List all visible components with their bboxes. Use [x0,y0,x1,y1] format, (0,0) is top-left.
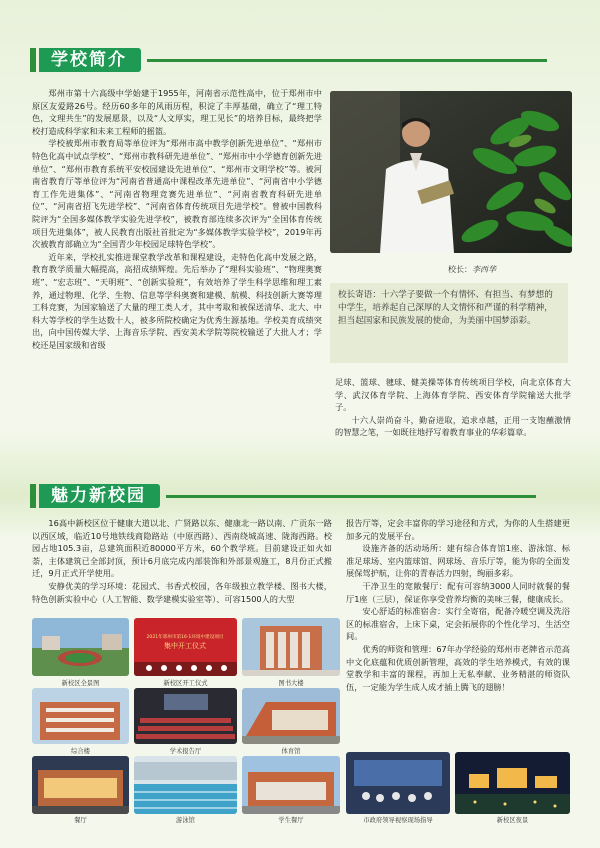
campus-photo-leaders-visit [346,752,450,814]
campus-photo-panorama [32,618,129,676]
campus-photo-night-view [455,752,570,814]
intro-paragraph: 学校被郑州市教育局等单位评为“郑州市高中教学创新先进单位”、“郑州市特色化高中试点学校”、“郑州市教科研先进单位”、“郑州市中小学德育创新先进单位”、“郑州市教育系统平安校园建设先进单位”、“郑州市文明学校”等。被河南省教育厅等单位评为“河南省普通高中课程改革先进单位”、“河南省中小学德育工作先进集体”、“河南省物理竞赛先进单位”、“河南省教育科研先进单位”、“河南省招飞先进学校”、“河南省体育传统项目先进学校”。曾被中国教科院评为“全国多媒体教学实验先进学校”，被教育部连续多次评为“全国体育传统项目先进集体”，被人民教育出版社首批定为“多媒体教学实验学校”，2019年再次被教育部确立为“全国青少年校园足球特色学校”。 [32,138,322,250]
photo-caption: 综合楼 [71,748,90,755]
section-title-label: 学校简介 [39,48,141,72]
campus-photo-groundbreaking [134,618,237,676]
campus-paragraph: 设施齐备的活动场所：建有综合体育馆1座、游泳馆、标准足球场、室内篮球馆、网球场、音乐厅等，能为你的全面发展保驾护航，让你的青春活力四射，绚丽多彩。 [346,543,570,579]
campus-photo-library [242,618,340,676]
principal-signature: 李西华 [472,265,496,274]
campus-photo-pool [134,756,237,814]
campus-photo-canteen [32,756,129,814]
photo-caption: 学术报告厅 [169,748,202,755]
photo-caption: 新校区全景图 [61,680,100,687]
intro-continued-paragraph: 十六人崇尚奋斗，勤奋进取，追求卓越，正用一支饱蘸激情的智慧之笔，一如既往地抒写着教育事业的华彩篇章。 [335,414,571,438]
campus-right-text [346,517,570,693]
banner-line-1: 2021年郑州市第16·1环境中建设项目 [146,635,224,640]
section-title-school-intro [30,47,547,73]
title-bar-accent [30,48,36,72]
principal-message: 校长寄语：十六学子要做一个有情怀、有担当、有梦想的中学生，培养起自己深厚的人文情怀和严谨的科学精神，担当起国家和民族发展的使命，为美丽中国梦添彩。 [338,290,553,326]
intro-text-block [32,87,322,351]
photo-caption: 图书大楼 [278,680,304,687]
campus-paragraph: 优秀的师资和管理：67年办学经验的郑州市老牌省示范高中文化底蕴和优质创新管理，高效的学生培养模式，有效的课堂教学和丰富的课程，再加上无私奉献、业务精湛的师资队伍，一定能为学生成人成才插上腾飞的翅膀！ [346,643,570,692]
intro-paragraph: 郑州市第十六高级中学始建于1955年，河南省示范性高中，位于郑州市中原区友爱路26号。经历60多年的风雨历程，积淀了丰厚基础，确立了“理工特色，文理共生”的发展愿景，以及“人文厚实，理工见长”的培养目标，最终把学校打造成科学家和未来工程师的摇篮。 [32,88,322,136]
principal-photo [330,91,572,253]
campus-paragraph: 16高中新校区位于健康大道以北、广贤路以东、健康北一路以南、广贡东一路以西区域，临近10号地铁线商隐路站（中原西路）、西南绕城高速、陇海西路。校园占地105.3亩，总建筑面积近80000平方米，60个教学班。目前建设正如火如荼，主体建筑已全部封顶，预计6月底完成内部装饰和外部景观施工，8月份正式搬迁，9月正式开学使用。 [32,518,332,579]
campus-paragraph: 报告厅等，定会丰富你的学习途径和方式，为你的人生搭建更加多元的发展平台。 [346,518,570,541]
title-bar-accent [30,484,36,508]
photo-caption: 游泳馆 [176,817,195,824]
campus-paragraph: 安心舒适的标准宿舍：实行全寄宿，配备冷暖空调及洗浴区的标准宿舍，上床下桌，定会拓展你的个性化学习、生活空间。 [346,606,570,642]
photo-caption: 体育馆 [281,748,301,755]
photo-caption: 学生餐厅 [278,817,304,824]
section-title-label: 魅力新校园 [39,484,160,508]
title-underline [166,495,536,498]
section-title-new-campus [30,483,536,509]
principal-message-box [330,283,568,363]
campus-photo-lecture-hall [134,688,237,744]
intro-continued-paragraph: 足球、篮球、毽球、健美操等体育传统项目学校，向北京体育大学、武汉体育学院、上海体育学院、西安体育学院输送大批学子。 [335,377,571,413]
photo-caption: 新校区开工仪式 [163,680,208,687]
principal-caption [448,264,496,275]
intro-continued-block [335,376,571,439]
photo-caption: 市政府领导视察现场指导 [363,817,433,824]
campus-photo-complex [32,688,129,744]
principal-caption-label: 校长： [448,265,472,274]
title-underline [147,59,547,62]
campus-paragraph: 干净卫生的宽敞餐厅：配有可容纳3000人同时就餐的餐厅1座（三层），保证你享受营养均衡的美味三餐，健康成长。 [346,580,570,604]
campus-photo-gym [242,688,340,744]
photo-caption: 新校区夜景 [496,817,529,824]
campus-left-text [32,517,332,605]
banner-line-2: 集中开工仪式 [164,642,206,650]
campus-paragraph: 安静优美的学习环境：花园式、书香式校园，各年级独立教学楼、图书大楼，特色创新实验中心（人工智能、数学建模实验室等）、可容1500人的大型 [32,580,332,604]
intro-paragraph: 近年来，学校扎实推进课堂教学改革和课程建设，走特色化高中发展之路，教育教学质量大幅提高，高招成绩辉煌。先后举办了“理科实验班”、“物理奥赛班”、“宏志班”、“天明班”、“创新实验班”，有效培养了学生科学思维和理工素养，通过物理、化学、生物、信息等学科奥赛和建模、航模、科技创新大赛等理工科竞赛，为国家输送了大量的理工类人才，其中考取和被保送清华、北大、中科大等学校的学生达数十人，被多所院校确定为优秀生源基地。学校美育成绩突出，向中国传媒大学、上海音乐学院、西安美术学院等院校输送了大批人才；学校还是国家级和省级 [32,251,322,350]
photo-caption: 餐厅 [74,817,87,824]
campus-photo-student-canteen [242,756,340,814]
